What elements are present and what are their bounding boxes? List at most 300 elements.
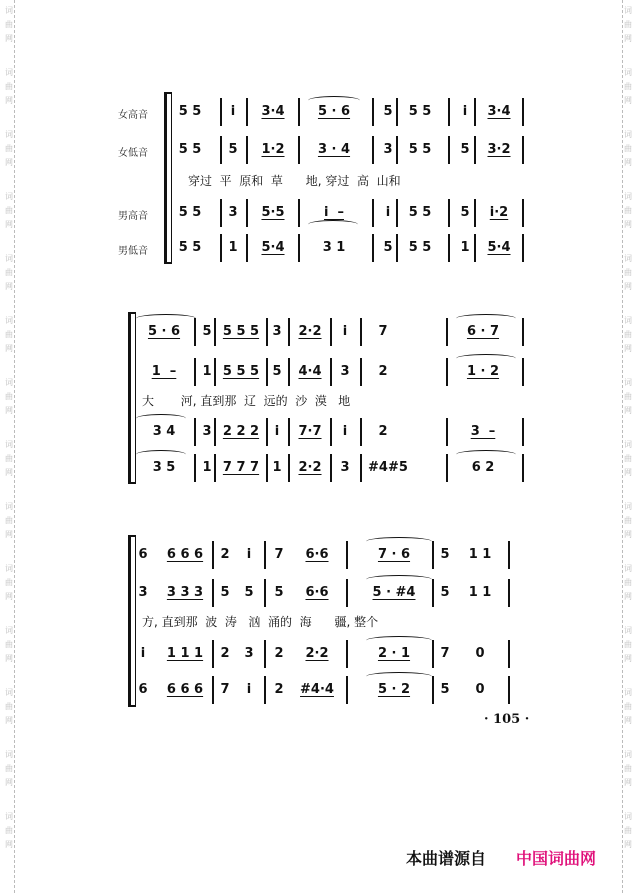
watermark-glyph: 网: [624, 840, 632, 849]
watermark-glyph: 词: [5, 316, 13, 325]
note-cell: 1·2: [261, 142, 285, 157]
bar-line: [266, 454, 268, 482]
watermark-glyph: 词: [624, 688, 632, 697]
note-cell: 5 · 6: [147, 324, 181, 339]
watermark-glyph: 曲: [624, 826, 632, 835]
bar-line: [214, 318, 216, 346]
bar-line: [288, 454, 290, 482]
watermark-glyph: 曲: [624, 144, 632, 153]
note-cell: 5 5: [178, 104, 202, 119]
watermark-glyph: 词: [624, 68, 632, 77]
note-cell: i –: [323, 205, 344, 220]
bar-line: [214, 418, 216, 446]
lyrics-line: 大 河, 直到那 辽 远的 沙 漠 地: [142, 394, 351, 408]
note-cell: i: [462, 104, 468, 119]
note-cell: 5: [440, 585, 450, 600]
bar-line: [432, 676, 434, 704]
bar-line: [360, 418, 362, 446]
note-cell: 3: [228, 205, 238, 220]
watermark-glyph: 词: [624, 502, 632, 511]
watermark-glyph: 词: [624, 6, 632, 15]
watermark-glyph: 网: [5, 96, 13, 105]
lyrics-line: 方, 直到那 波 涛 汹 涌的 海 疆, 整个: [142, 615, 379, 629]
note-cell: 5: [383, 104, 393, 119]
voice-row: [118, 142, 528, 162]
voice-row: [118, 364, 528, 384]
bar-line: [298, 98, 300, 126]
watermark-glyph: 词: [624, 254, 632, 263]
bar-line: [508, 579, 510, 607]
bar-line: [448, 98, 450, 126]
watermark-glyph: 曲: [624, 640, 632, 649]
watermark-glyph: 曲: [624, 516, 632, 525]
bar-line: [372, 136, 374, 164]
bar-line: [264, 640, 266, 668]
note-cell: 5: [220, 585, 230, 600]
bar-line: [432, 640, 434, 668]
voice-row: [118, 682, 528, 702]
note-cell: 7·7: [298, 424, 322, 439]
note-cell: 7: [274, 547, 284, 562]
bar-line: [264, 579, 266, 607]
note-cell: 5: [274, 585, 284, 600]
note-cell: i: [274, 424, 280, 439]
slur: [308, 220, 358, 229]
bar-line: [396, 199, 398, 227]
bar-line: [522, 136, 524, 164]
watermark-glyph: 网: [5, 654, 13, 663]
bar-line: [360, 318, 362, 346]
watermark-glyph: 词: [624, 626, 632, 635]
slur: [456, 354, 516, 363]
note-cell: 3 1: [322, 240, 346, 255]
bar-line: [448, 136, 450, 164]
note-cell: 1 1: [468, 585, 492, 600]
bar-line: [522, 318, 524, 346]
bar-line: [474, 98, 476, 126]
note-cell: 5 5: [408, 240, 432, 255]
watermark-glyph: 网: [624, 282, 632, 291]
note-cell: 3 3 3: [166, 585, 204, 600]
note-cell: 4·4: [298, 364, 322, 379]
watermark-glyph: 词: [624, 564, 632, 573]
bar-line: [346, 640, 348, 668]
note-cell: #4#5: [368, 460, 408, 475]
bar-line: [330, 318, 332, 346]
bar-line: [446, 358, 448, 386]
note-cell: 3: [340, 460, 350, 475]
watermark-glyph: 网: [624, 530, 632, 539]
note-cell: 6·6: [305, 585, 329, 600]
watermark-glyph: 词: [5, 812, 13, 821]
watermark-glyph: 网: [624, 158, 632, 167]
watermark-glyph: 曲: [5, 578, 13, 587]
watermark-glyph: 曲: [624, 578, 632, 587]
bar-line: [346, 676, 348, 704]
note-cell: 2: [378, 424, 388, 439]
score-system-2: [128, 312, 528, 484]
note-cell: #4·4: [300, 682, 334, 697]
watermark-glyph: 网: [5, 406, 13, 415]
bar-line: [330, 454, 332, 482]
bar-line: [474, 199, 476, 227]
slur: [456, 314, 516, 323]
bar-line: [194, 358, 196, 386]
watermark-glyph: 网: [5, 592, 13, 601]
bar-line: [432, 541, 434, 569]
voice-row: [118, 104, 528, 124]
note-cell: 5: [440, 682, 450, 697]
slur: [308, 96, 360, 105]
note-cell: 3 5: [152, 460, 176, 475]
note-cell: 5·5: [261, 205, 285, 220]
note-cell: 3: [138, 585, 148, 600]
note-cell: 7: [378, 324, 388, 339]
bar-line: [446, 318, 448, 346]
bar-line: [266, 358, 268, 386]
note-cell: 2: [274, 646, 284, 661]
watermark-glyph: 网: [624, 344, 632, 353]
slur: [366, 575, 432, 584]
bar-line: [288, 318, 290, 346]
watermark-glyph: 词: [5, 378, 13, 387]
note-cell: 7 · 6: [377, 547, 411, 562]
bar-line: [446, 454, 448, 482]
note-cell: 5 5: [178, 205, 202, 220]
watermark-glyph: 曲: [624, 20, 632, 29]
note-cell: 3·4: [487, 104, 511, 119]
note-cell: 5 5: [408, 205, 432, 220]
note-cell: 1: [202, 460, 212, 475]
voice-row: [118, 460, 528, 480]
watermark-glyph: 网: [5, 778, 13, 787]
note-cell: i: [230, 104, 236, 119]
voice-row: [118, 240, 528, 260]
watermark-glyph: 词: [5, 68, 13, 77]
watermark-glyph: 曲: [5, 516, 13, 525]
note-cell: 7: [440, 646, 450, 661]
bar-line: [298, 199, 300, 227]
note-cell: 1: [272, 460, 282, 475]
bar-line: [396, 98, 398, 126]
note-cell: 2: [220, 646, 230, 661]
note-cell: 5 · 6: [317, 104, 351, 119]
slur: [366, 537, 432, 546]
note-cell: 2: [274, 682, 284, 697]
watermark-glyph: 曲: [5, 702, 13, 711]
watermark-glyph: 网: [624, 592, 632, 601]
bar-line: [214, 358, 216, 386]
bar-line: [212, 579, 214, 607]
note-cell: 5: [228, 142, 238, 157]
score-system-1: [118, 92, 528, 264]
note-cell: 5 · #4: [372, 585, 416, 600]
watermark-glyph: 曲: [5, 144, 13, 153]
note-cell: 3: [383, 142, 393, 157]
bar-line: [446, 418, 448, 446]
watermark-glyph: 网: [5, 840, 13, 849]
footer-source-label: 本曲谱源自: [406, 849, 487, 868]
note-cell: 5 5 5: [222, 364, 260, 379]
note-cell: 5·4: [261, 240, 285, 255]
bar-line: [474, 136, 476, 164]
watermark-glyph: 曲: [624, 392, 632, 401]
watermark-glyph: 词: [5, 564, 13, 573]
note-cell: 6: [138, 682, 148, 697]
watermark-glyph: 网: [624, 34, 632, 43]
note-cell: 3·2: [487, 142, 511, 157]
note-cell: 1 1 1: [166, 646, 204, 661]
note-cell: i: [140, 646, 146, 661]
bar-line: [212, 640, 214, 668]
note-cell: i: [342, 324, 348, 339]
watermark-glyph: 词: [5, 440, 13, 449]
note-cell: 3 · 4: [317, 142, 351, 157]
footer-site-link[interactable]: 中国词曲网: [516, 849, 597, 868]
note-cell: 1: [202, 364, 212, 379]
watermark-glyph: 网: [624, 778, 632, 787]
note-cell: 2·2: [298, 460, 322, 475]
bar-line: [360, 454, 362, 482]
bar-line: [212, 541, 214, 569]
watermark-glyph: 词: [5, 254, 13, 263]
watermark-glyph: 网: [5, 468, 13, 477]
note-cell: 2 · 1: [377, 646, 411, 661]
note-cell: 5: [202, 324, 212, 339]
bar-line: [522, 98, 524, 126]
watermark-glyph: 曲: [5, 330, 13, 339]
note-cell: 6: [138, 547, 148, 562]
part-label-bass: 男低音: [118, 246, 148, 257]
note-cell: 3: [244, 646, 254, 661]
note-cell: 5: [460, 142, 470, 157]
note-cell: 2: [220, 547, 230, 562]
note-cell: 1 · 2: [466, 364, 500, 379]
bar-line: [246, 234, 248, 262]
watermark-glyph: 网: [5, 282, 13, 291]
watermark-glyph: 曲: [5, 268, 13, 277]
bar-line: [372, 98, 374, 126]
note-cell: 1: [228, 240, 238, 255]
watermark-glyph: 网: [5, 158, 13, 167]
watermark-glyph: 词: [624, 812, 632, 821]
note-cell: 3: [272, 324, 282, 339]
voice-row: [118, 547, 528, 567]
slur: [456, 450, 516, 459]
bar-line: [372, 199, 374, 227]
bar-line: [346, 579, 348, 607]
note-cell: i: [385, 205, 391, 220]
bar-line: [448, 199, 450, 227]
note-cell: 6 · 7: [466, 324, 500, 339]
note-cell: 6·6: [305, 547, 329, 562]
watermark-glyph: 词: [5, 688, 13, 697]
watermark-glyph: 曲: [5, 826, 13, 835]
watermark-glyph: 网: [5, 530, 13, 539]
note-cell: 6 2: [471, 460, 495, 475]
part-label-soprano: 女高音: [118, 110, 148, 121]
watermark-glyph: 词: [624, 316, 632, 325]
watermark-glyph: 曲: [5, 454, 13, 463]
voice-row: [118, 324, 528, 344]
bar-line: [194, 418, 196, 446]
watermark-glyph: 网: [624, 406, 632, 415]
bar-line: [246, 136, 248, 164]
bar-line: [288, 358, 290, 386]
voice-row: [118, 585, 528, 605]
slur: [366, 672, 432, 681]
watermark-glyph: 曲: [5, 392, 13, 401]
note-cell: 7 7 7: [222, 460, 260, 475]
bar-line: [508, 541, 510, 569]
voice-row: [118, 646, 528, 666]
watermark-glyph: 词: [624, 378, 632, 387]
watermark-glyph: 词: [624, 750, 632, 759]
note-cell: i: [246, 682, 252, 697]
bar-line: [266, 418, 268, 446]
watermark-glyph: 曲: [5, 206, 13, 215]
watermark-glyph: 曲: [5, 82, 13, 91]
watermark-glyph: 词: [5, 626, 13, 635]
note-cell: 3: [340, 364, 350, 379]
bar-line: [372, 234, 374, 262]
watermark-glyph: 词: [5, 502, 13, 511]
note-cell: 2: [378, 364, 388, 379]
watermark-glyph: 网: [624, 220, 632, 229]
bar-line: [346, 541, 348, 569]
note-cell: 5: [383, 240, 393, 255]
bar-line: [396, 234, 398, 262]
note-cell: 2·2: [298, 324, 322, 339]
watermark-glyph: 曲: [624, 330, 632, 339]
bar-line: [220, 199, 222, 227]
watermark-glyph: 网: [5, 34, 13, 43]
watermark-glyph: 曲: [624, 702, 632, 711]
bar-line: [522, 358, 524, 386]
watermark-glyph: 网: [624, 716, 632, 725]
watermark-glyph: 词: [5, 750, 13, 759]
note-cell: 5 5: [408, 142, 432, 157]
slur: [366, 636, 432, 645]
note-cell: i: [342, 424, 348, 439]
part-label-alto: 女低音: [118, 148, 148, 159]
bar-line: [246, 199, 248, 227]
note-cell: 2·2: [305, 646, 329, 661]
watermark-glyph: 网: [5, 220, 13, 229]
note-cell: 6 6 6: [166, 547, 204, 562]
note-cell: 1 –: [151, 364, 177, 379]
bar-line: [522, 418, 524, 446]
watermark-glyph: 网: [5, 716, 13, 725]
note-cell: 3: [202, 424, 212, 439]
note-cell: 3 –: [470, 424, 496, 439]
bar-line: [266, 318, 268, 346]
slur: [136, 314, 196, 323]
watermark-glyph: 网: [624, 654, 632, 663]
slur: [136, 450, 186, 459]
watermark-glyph: 曲: [5, 20, 13, 29]
note-cell: i·2: [489, 205, 509, 220]
note-cell: i: [246, 547, 252, 562]
note-cell: 5: [244, 585, 254, 600]
bar-line: [194, 454, 196, 482]
note-cell: 1: [460, 240, 470, 255]
lyrics-line: 穿过 平 原和 草 地, 穿过 高 山和: [188, 174, 401, 188]
watermark-glyph: 网: [5, 344, 13, 353]
score-system-3: [128, 535, 528, 707]
bar-line: [298, 234, 300, 262]
bar-line: [330, 358, 332, 386]
note-cell: 3 4: [152, 424, 176, 439]
watermark-glyph: 词: [624, 440, 632, 449]
note-cell: 0: [475, 646, 485, 661]
voice-row: [118, 424, 528, 444]
watermark-glyph: 曲: [624, 268, 632, 277]
bar-line: [522, 454, 524, 482]
watermark-glyph: 词: [5, 6, 13, 15]
note-cell: 5 5: [408, 104, 432, 119]
note-cell: 3·4: [261, 104, 285, 119]
bar-line: [432, 579, 434, 607]
watermark-glyph: 曲: [624, 454, 632, 463]
note-cell: 1 1: [468, 547, 492, 562]
watermark-glyph: 词: [624, 192, 632, 201]
note-cell: 6 6 6: [166, 682, 204, 697]
watermark-glyph: 词: [5, 130, 13, 139]
note-cell: 7: [220, 682, 230, 697]
note-cell: 5 5: [178, 142, 202, 157]
watermark-glyph: 网: [624, 468, 632, 477]
bar-line: [264, 676, 266, 704]
note-cell: 5: [272, 364, 282, 379]
watermark-glyph: 词: [624, 130, 632, 139]
note-cell: 2 2 2: [222, 424, 260, 439]
watermark-glyph: 曲: [5, 640, 13, 649]
bar-line: [508, 676, 510, 704]
bar-line: [220, 234, 222, 262]
watermark-glyph: 网: [624, 96, 632, 105]
watermark-glyph: 曲: [624, 82, 632, 91]
watermark-glyph: 曲: [624, 764, 632, 773]
note-cell: 5 5 5: [222, 324, 260, 339]
note-cell: 5 · 2: [377, 682, 411, 697]
watermark-glyph: 词: [5, 192, 13, 201]
bar-line: [360, 358, 362, 386]
bar-line: [212, 676, 214, 704]
slur: [136, 414, 186, 423]
watermark-glyph: 曲: [5, 764, 13, 773]
bar-line: [330, 418, 332, 446]
note-cell: 0: [475, 682, 485, 697]
bar-line: [220, 136, 222, 164]
bar-line: [448, 234, 450, 262]
part-label-tenor: 男高音: [118, 211, 148, 222]
bar-line: [264, 541, 266, 569]
note-cell: 5: [460, 205, 470, 220]
bar-line: [522, 234, 524, 262]
note-cell: 5·4: [487, 240, 511, 255]
bar-line: [246, 98, 248, 126]
bar-line: [298, 136, 300, 164]
bar-line: [396, 136, 398, 164]
bar-line: [214, 454, 216, 482]
watermark-glyph: 曲: [624, 206, 632, 215]
bar-line: [474, 234, 476, 262]
bar-line: [508, 640, 510, 668]
bar-line: [522, 199, 524, 227]
page-number: · 105 ·: [484, 712, 530, 727]
note-cell: 5: [440, 547, 450, 562]
